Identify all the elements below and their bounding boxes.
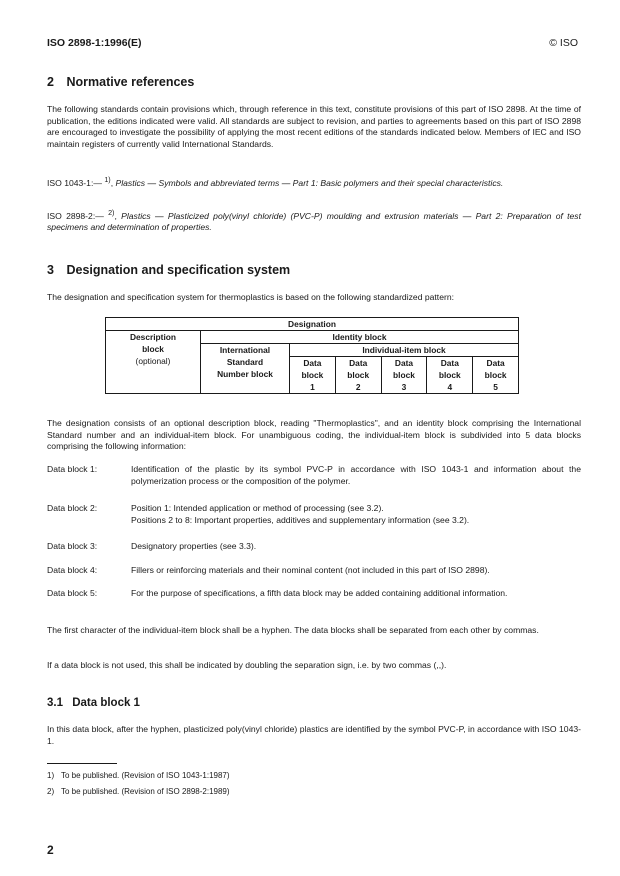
reference-code: ISO 1043-1:— [47,177,105,188]
data-block-label: Data block 3: [47,541,98,551]
footnote-text: To be published. (Revision of ISO 1043-1:1987) [61,771,230,780]
reference-separator: , [110,177,116,188]
data-block-line: Data [349,358,368,368]
data-block-line: 5 [493,382,498,392]
footnote-number: 1) [47,771,55,780]
section-3-1-heading [47,697,140,709]
section-2-heading [47,75,194,89]
data-block-line: 4 [447,382,453,392]
data-block-label: Data block 1: [47,464,98,474]
designation-pattern-table [105,317,519,394]
reference-separator: , [114,210,122,221]
reference-iso-2898-2 [47,208,581,234]
data-block-line: Data [486,358,505,368]
unused-block-paragraph: If a data block is not used, this shall be indicated by doubling the separation sign, i.e. by two commas (,,). [47,660,447,670]
international-block-line: Standard [226,357,264,367]
data-block-cell-2 [335,357,381,394]
data-block-line: block [393,370,415,380]
reference-code: ISO 2898-2:— [47,210,109,221]
designation-description: The designation consists of an optional description block, reading "Thermoplastics", and an identity block comprising the International Standard number and an individual-item block. For unambiguous coding, the individual-item block is subdivided into 5 data blocks comprising the following information: [47,418,581,451]
data-block-cell-4 [427,357,473,394]
section-title: Data block 1 [72,697,140,709]
data-block-text: Fillers or reinforcing materials and their nominal content (not included in this part of ISO 2898). [131,565,490,575]
data-block-line: 2 [355,382,361,392]
data-block-label: Data block 2: [47,503,98,513]
data-block-text: Positions 2 to 8: Important properties, additives and supplementary information (see 3.2). [131,514,470,525]
description-block-cell [106,331,201,394]
copyright-notice: © ISO [549,37,578,49]
data-block-line: Data [303,358,322,368]
international-block-line: Number block [217,369,273,379]
description-block-line: block [142,344,164,354]
footnote-text: To be published. (Revision of ISO 2898-2:1989) [61,787,230,796]
individual-item-block-header: Individual-item block [290,344,519,357]
section-title: Normative references [66,75,195,89]
data-block-line: Data [394,358,414,368]
section-number: 2 [47,75,54,89]
reference-title: Plastics — Symbols and abbreviated terms — Part 1: Basic polymers and their special characteristics. [115,177,504,188]
data-block-item-3 [47,541,581,553]
identity-block-header: Identity block [201,331,519,344]
page-number: 2 [47,843,54,857]
data-block-item-4 [47,565,581,577]
data-block-line: block [484,370,507,380]
data-block-line: block [301,370,324,380]
data-block-cell-3 [381,357,427,394]
section-3-heading [47,263,290,277]
footnote-1 [47,771,230,780]
data-block-item-2 [47,503,581,526]
section-number: 3 [47,263,54,277]
data-block-cell-1 [290,357,336,394]
reference-iso-1043-1 [47,175,581,189]
data-block-line: block [347,370,370,380]
data-block-line: block [438,370,461,380]
data-block-line: 3 [401,382,407,392]
international-standard-block [201,344,290,394]
footnote-number: 2) [47,787,55,796]
data-block-line: 1 [310,382,315,392]
designation-intro: The designation and specification system for thermoplastics is based on the following standardized pattern: [47,292,454,302]
footnote-marker: 1) [104,176,111,184]
description-block-line: (optional) [135,356,171,366]
international-block-line: International [219,345,271,355]
data-block-line: Data [440,358,459,368]
data-block-cell-5 [473,357,519,394]
normative-intro: The following standards contain provisions which, through reference in this text, constitute provisions of this part of ISO 2898. At the time of publication, the editions indicated were valid. All standards are subject to revision, and parties to agreements based on this part of ISO 2898 are encouraged to investigate the possibility of applying the most recent editions of the standards indicated below. Members of IEC and ISO maintain registers of currently valid International Standards. [47,104,581,149]
data-block-item-1 [47,464,581,487]
data-block-text: For the purpose of specifications, a fifth data block may be added containing additional information. [131,588,508,598]
footnote-divider [47,763,117,764]
designation-header: Designation [106,318,519,331]
data-block-label: Data block 4: [47,565,98,575]
data-block-text: Position 1: Intended application or method of processing (see 3.2). [131,503,384,513]
data-block-item-5 [47,588,581,600]
footnote-marker: 2) [108,209,115,217]
section-title: Designation and specification system [66,263,291,277]
reference-title: Plastics — Plasticized poly(vinyl chloride) (PVC-P) moulding and extrusion materials — Part 2: Preparation of test specimens and determination of properties. [47,210,581,233]
separator-rule-paragraph: The first character of the individual-item block shall be a hyphen. The data blocks shall be separated from each other by commas. [47,625,539,635]
data-block-text: Designatory properties (see 3.3). [131,541,257,551]
data-block-text: Identification of the plastic by its symbol PVC-P in accordance with ISO 1043-1 and information about the polymerization process or the composition of the polymer. [131,464,581,486]
footnote-2 [47,787,230,796]
document-id: ISO 2898-1:1996(E) [47,37,142,49]
data-block-1-paragraph: In this data block, after the hyphen, plasticized poly(vinyl chloride) plastics are identified by the symbol PVC-P, in accordance with ISO 1043-1. [47,724,581,746]
description-block-line: Description [129,332,177,342]
data-block-label: Data block 5: [47,588,98,598]
section-number: 3.1 [47,697,63,709]
